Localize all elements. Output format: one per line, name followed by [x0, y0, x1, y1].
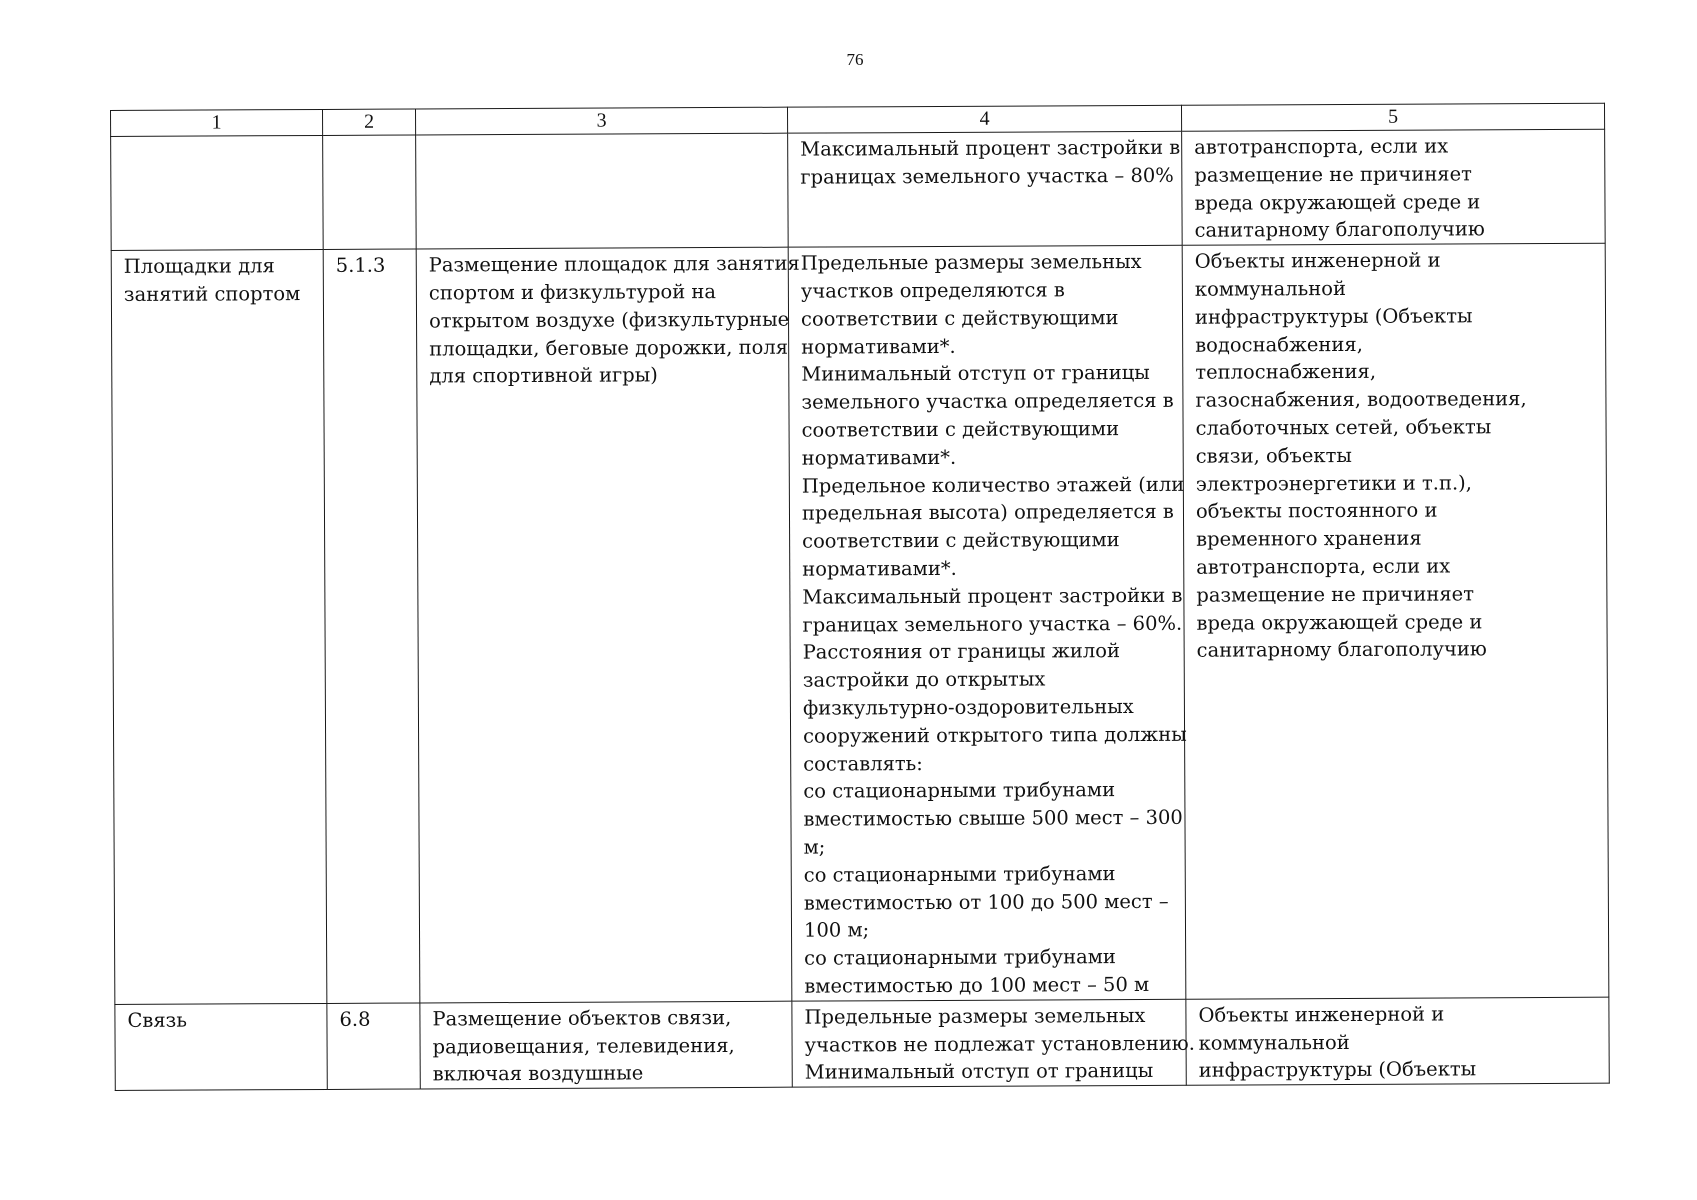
cell-text-line: размещение не причиняет	[1196, 582, 1475, 607]
auxiliary-uses-cell	[1182, 243, 1609, 999]
cell-text-line: объекты постоянного и	[1195, 498, 1438, 524]
use-name-cell	[111, 250, 327, 1005]
cell-text-line: водоснабжения,	[1195, 332, 1363, 357]
cell-text-line: занятий спортом	[123, 282, 301, 306]
cell-text-line	[123, 138, 312, 139]
cell-text-line: сооружений открытого типа должны	[803, 722, 1187, 748]
cell-text-line: составлять:	[803, 751, 923, 776]
cell-text-line: со стационарными трибунами	[804, 945, 1116, 970]
cell-text-line: участков определяются в	[800, 278, 1065, 303]
use-code-cell	[323, 249, 420, 1003]
use-description-cell	[416, 133, 789, 249]
cell-text-line: теплоснабжения,	[1195, 360, 1377, 385]
cell-text-line: участков не подлежат установлению.	[804, 1031, 1196, 1057]
use-name-cell	[115, 1003, 327, 1090]
page-number: 76	[846, 50, 864, 69]
cell-text-line: физкультурно-оздоровительных	[802, 694, 1134, 720]
cell-text-line: площадки, беговые дорожки, поля	[429, 335, 789, 361]
use-name-cell	[111, 135, 324, 250]
parameters-cell	[792, 999, 1196, 1087]
cell-text-line: 5.1.3	[335, 253, 386, 278]
cell-text-line: 6.8	[339, 1007, 371, 1031]
use-description-cell	[416, 247, 800, 1002]
cell-text-line: спортом и физкультурой на	[428, 280, 717, 305]
cell-text-line: включая воздушные	[432, 1061, 644, 1086]
cell-text-line: м;	[803, 835, 826, 859]
cell-text-line: земельного участка определяется в	[801, 388, 1174, 414]
table-row	[111, 243, 1609, 1004]
cell-text-line: предельная высота) определяется в	[801, 500, 1174, 525]
cell-text-line: 100 м;	[803, 918, 870, 942]
cell-text-line: вместимостью свыше 500 мест – 300	[803, 805, 1183, 831]
cell-text-line: Размещение площадок для занятия	[428, 251, 800, 277]
parameters-cell	[788, 245, 1186, 1000]
cell-text-line: санитарному благополучию	[1196, 637, 1487, 663]
cell-text-line: Предельные размеры земельных	[800, 250, 1142, 275]
cell-text-line: соответствии с действующими	[800, 305, 1119, 331]
cell-text-line: размещение не причиняет	[1194, 162, 1472, 187]
cell-text-line: Связь	[127, 1008, 187, 1032]
cell-text-line: вместимостью от 100 до 500 мест –	[803, 889, 1169, 915]
cell-text-line: Минимальный отступ от границы	[801, 361, 1150, 386]
cell-text-line: слаботочных сетей, объекты	[1195, 415, 1492, 440]
cell-text-line: коммунальной	[1198, 1030, 1350, 1055]
parameters-cell	[788, 131, 1183, 247]
cell-text-line: открытом воздухе (физкультурные	[428, 307, 790, 333]
column-header: 4	[787, 105, 1181, 133]
cell-text-line: Минимальный отступ от границы	[804, 1059, 1154, 1084]
cell-text-line: вместимостью до 100 мест – 50 м	[804, 972, 1150, 998]
cell-text-line: нормативами*.	[802, 556, 957, 581]
cell-text-line: соответствии с действующими	[801, 417, 1120, 442]
zoning-table	[110, 103, 1610, 1091]
column-header: 2	[322, 109, 415, 135]
cell-text-line: автотранспорта, если их	[1194, 134, 1449, 159]
cell-text-line: нормативами*.	[801, 445, 957, 470]
table-row	[115, 997, 1609, 1091]
column-header: 1	[111, 109, 323, 136]
use-code-cell	[327, 1003, 420, 1090]
cell-text-line: Объекты инженерной и	[1194, 248, 1441, 273]
cell-text-line: вреда окружающей среде и	[1194, 189, 1481, 215]
cell-text-line: Площадки для	[123, 254, 275, 279]
use-description-cell	[420, 1001, 792, 1089]
cell-text-line: границах земельного участка – 80%	[800, 163, 1174, 189]
cell-text-line: связи, объекты	[1195, 443, 1352, 468]
cell-text-line: Предельные размеры земельных	[804, 1003, 1146, 1029]
cell-text-line: радиовещания, телевидения,	[432, 1033, 735, 1058]
cell-text-line: временного хранения	[1196, 526, 1422, 551]
cell-text-line: газоснабжения, водоотведения,	[1195, 387, 1527, 412]
cell-text-line: Объекты инженерной и	[1198, 1002, 1445, 1027]
cell-text-line: Расстояния от границы жилой	[802, 639, 1120, 664]
cell-text-line: санитарному благополучию	[1194, 217, 1485, 243]
cell-text-line: Предельное количество этажей (или	[801, 472, 1185, 498]
cell-text-line: границах земельного участка – 60%.	[802, 611, 1183, 637]
cell-text-line: инфраструктуры (Объекты	[1194, 304, 1473, 329]
cell-text-line: со стационарными трибунами	[803, 778, 1116, 803]
cell-text-line: со стационарными трибунами	[803, 861, 1116, 887]
cell-text-line: Максимальный процент застройки в	[800, 135, 1181, 161]
cell-text-line: нормативами*.	[801, 334, 956, 359]
column-header: 3	[415, 107, 787, 135]
cell-text-line: коммунальной	[1194, 276, 1347, 301]
cell-text-line: вреда окружающей среде и	[1196, 609, 1483, 635]
cell-text-line: инфраструктуры (Объекты	[1198, 1057, 1477, 1082]
cell-text-line: Максимальный процент застройки в	[802, 583, 1183, 609]
column-header: 5	[1181, 103, 1604, 131]
auxiliary-uses-cell	[1186, 997, 1609, 1085]
cell-text-line: для спортивной игры)	[429, 363, 658, 388]
cell-text-line: Размещение объектов связи,	[432, 1005, 732, 1031]
cell-text-line: соответствии с действующими	[802, 528, 1120, 553]
table-row	[111, 129, 1606, 250]
cell-text-line: застройки до открытых	[802, 667, 1046, 692]
auxiliary-uses-cell	[1182, 129, 1606, 245]
cell-text-line: электроэнергетики и т.п.),	[1195, 470, 1473, 496]
use-code-cell	[323, 135, 417, 250]
cell-text-line: автотранспорта, если их	[1196, 554, 1451, 579]
